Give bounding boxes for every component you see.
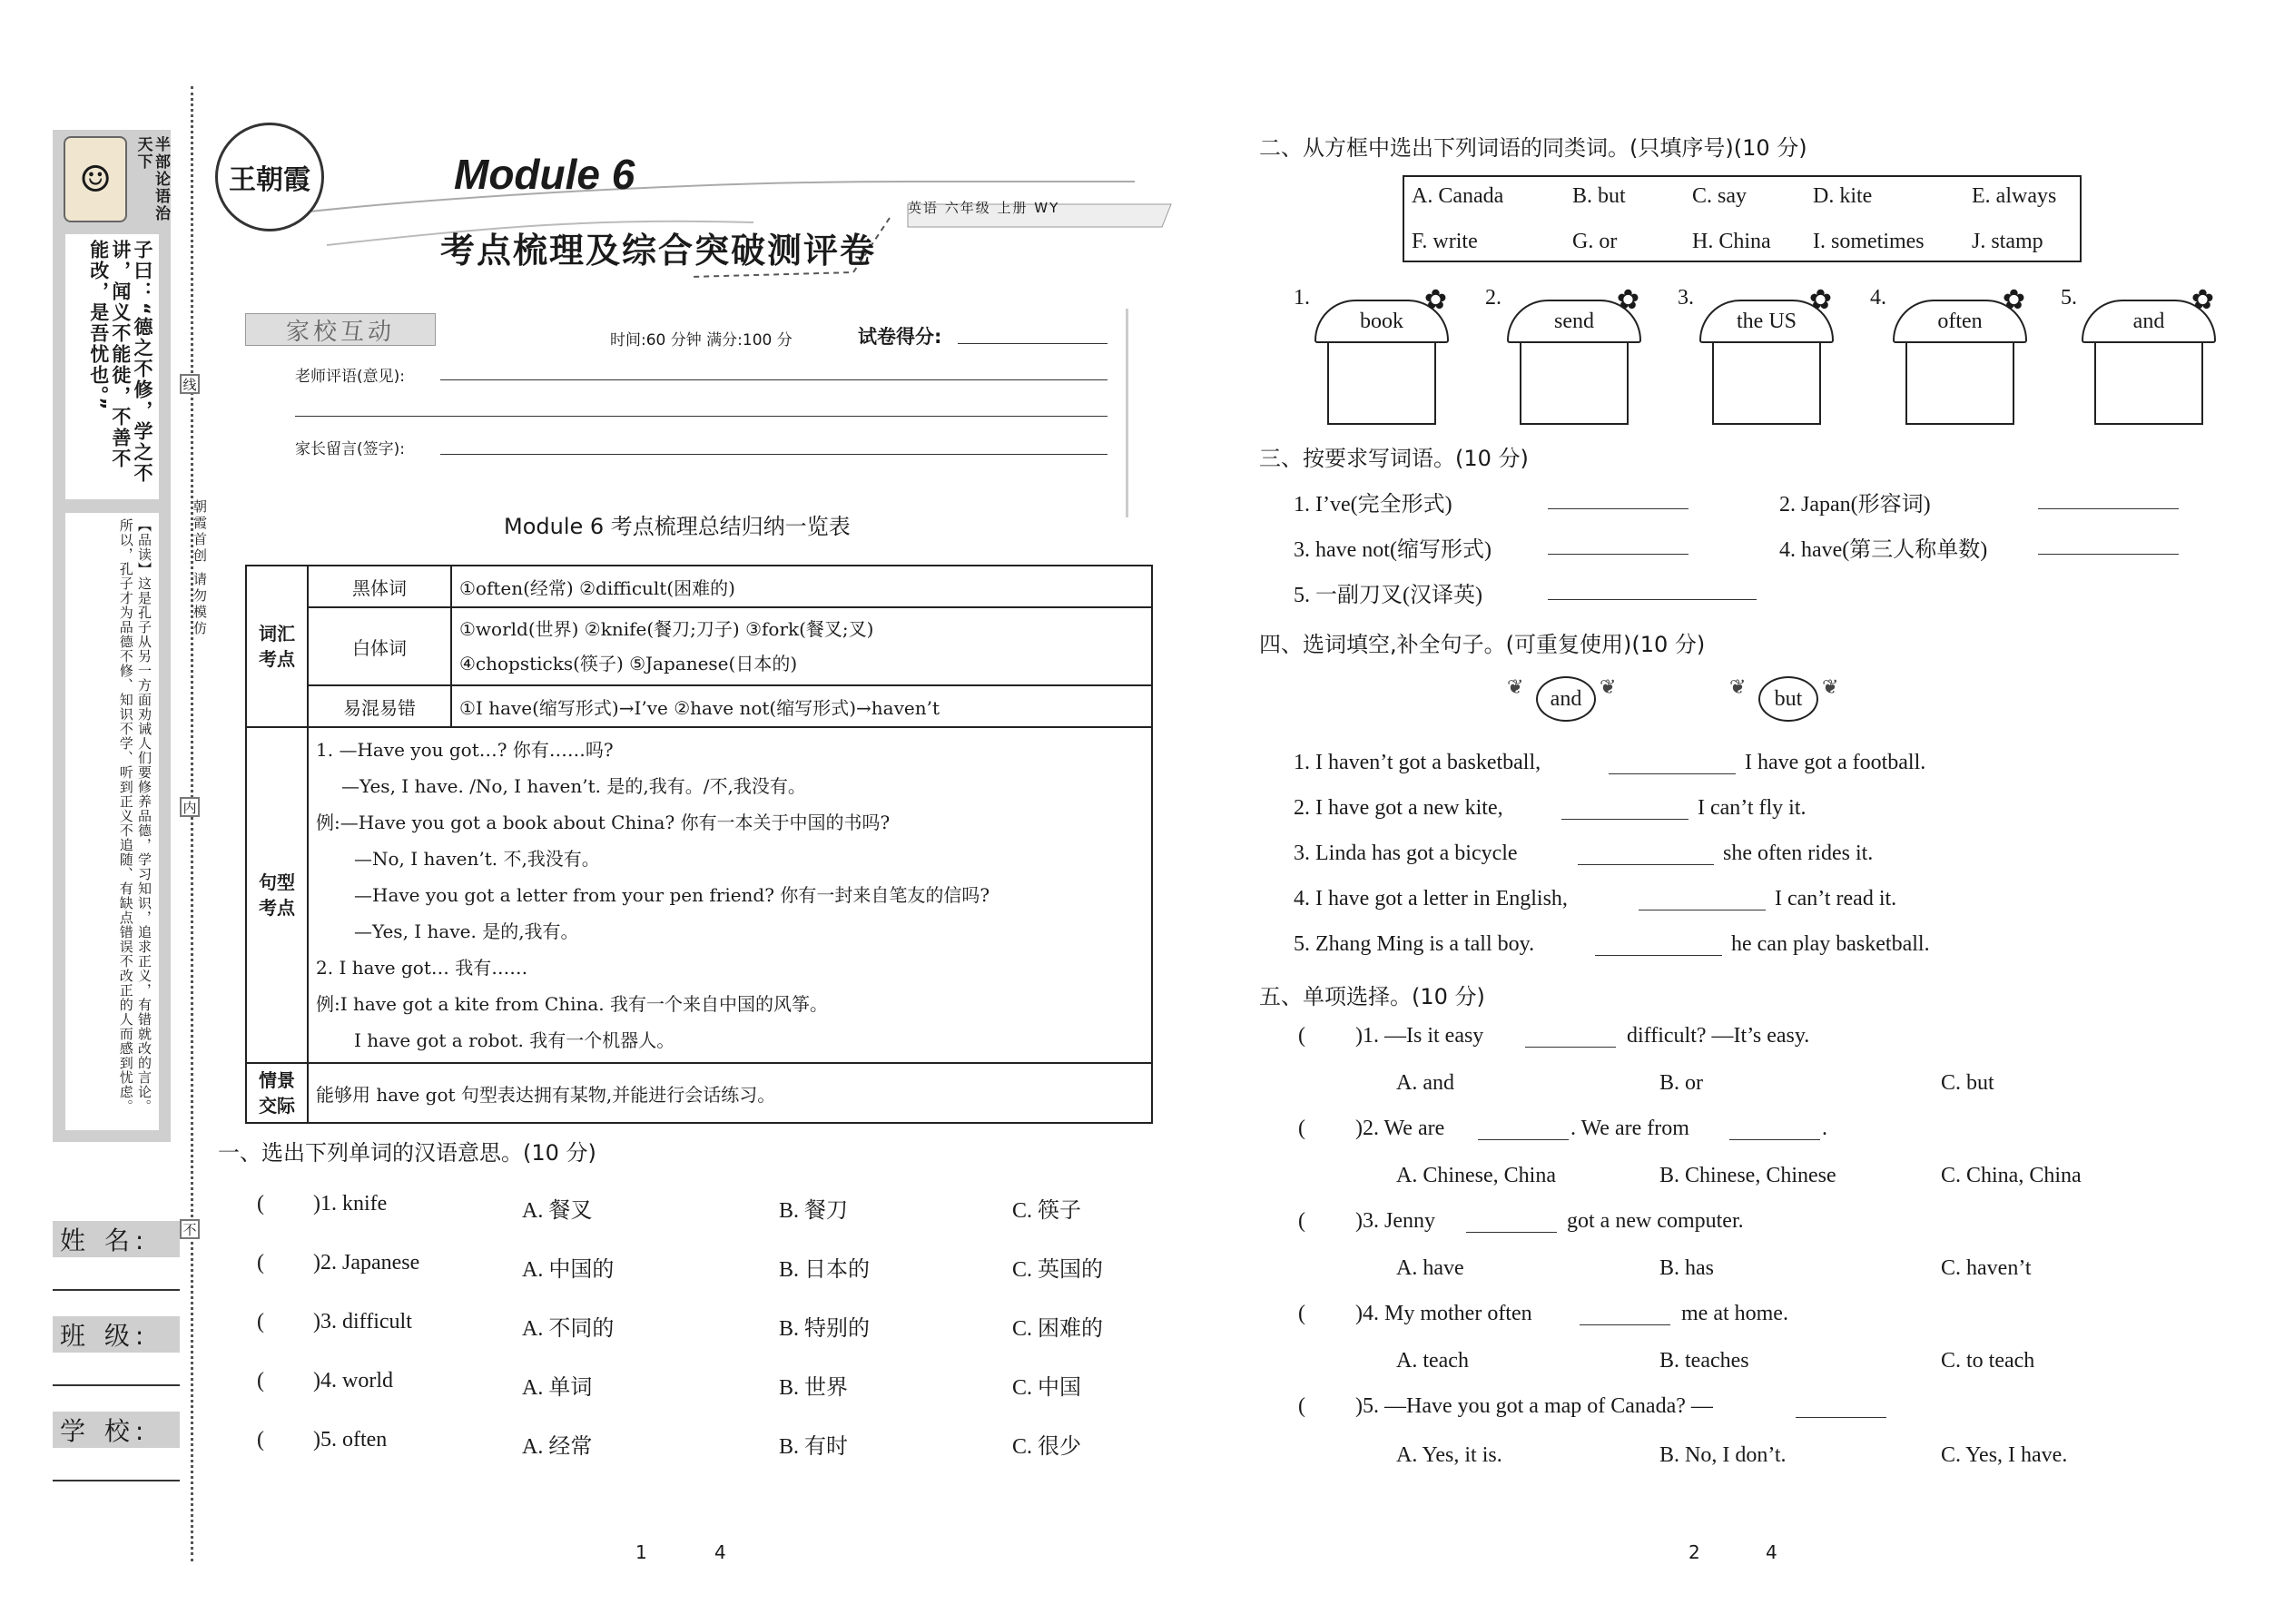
house-number: 2. xyxy=(1485,286,1501,310)
option-b[interactable]: B. 日本的 xyxy=(779,1258,871,1282)
bold-words: ①often(经常) ②difficult(困难的) xyxy=(451,566,1152,607)
score-line[interactable] xyxy=(958,343,1108,344)
option-b[interactable]: B. 餐刀 xyxy=(779,1199,849,1223)
option-a[interactable]: A. 中国的 xyxy=(522,1258,615,1282)
part4-s2a: 2. I have got a new kite, xyxy=(1294,796,1503,820)
cut-mark-3: 不 xyxy=(180,1219,200,1239)
part3-answer-2[interactable] xyxy=(2038,508,2179,509)
part5-q4b: me at home. xyxy=(1681,1302,1788,1325)
word-choice-and: and xyxy=(1536,676,1596,722)
house-item-2 xyxy=(1507,284,1641,427)
box-word: G. or xyxy=(1572,230,1618,253)
part5-paren[interactable]: ( xyxy=(1298,1117,1305,1140)
house-number: 4. xyxy=(1870,286,1886,310)
teacher-comment-label: 老师评语(意见): xyxy=(295,368,405,386)
quote-box xyxy=(65,234,159,499)
flower-icon: ✿ xyxy=(1808,284,1832,316)
answer-box[interactable] xyxy=(1712,343,1821,425)
box-word: H. China xyxy=(1692,230,1771,253)
time-info: 时间:60 分钟 满分:100 分 xyxy=(610,331,793,349)
summary-title: Module 6 考点梳理总结归纳一览表 xyxy=(504,514,851,539)
page-number-right-b: 4 xyxy=(1766,1541,1777,1563)
part1-paren[interactable]: ( xyxy=(257,1192,264,1216)
part4-s4b: I can’t read it. xyxy=(1775,887,1897,910)
sentence-line: I have got a robot. 我有一个机器人。 xyxy=(354,1029,675,1051)
commentary-box xyxy=(65,513,159,1130)
part5-q5a: )5. —Have you got a map of Canada? — xyxy=(1355,1394,1713,1418)
flower-icon: ✿ xyxy=(2191,284,2214,316)
flower-icon: ✿ xyxy=(1423,284,1447,316)
house-item-5 xyxy=(2082,284,2216,427)
part1-q3: )3. difficult xyxy=(313,1310,412,1334)
house-item-1 xyxy=(1314,284,1449,427)
house-word: book xyxy=(1314,300,1449,343)
part1-paren[interactable]: ( xyxy=(257,1251,264,1275)
copyright-note: 朝霞首创 请勿模仿 xyxy=(192,499,208,637)
part5-q3a: )3. Jenny xyxy=(1355,1209,1435,1233)
part3-q5: 5. 一副刀叉(汉译英) xyxy=(1294,584,1482,607)
option-b[interactable]: B. has xyxy=(1659,1256,1714,1280)
option-b[interactable]: B. or xyxy=(1659,1071,1703,1095)
house-word: often xyxy=(1893,300,2027,343)
house-number: 5. xyxy=(2061,286,2077,310)
part5-paren[interactable]: ( xyxy=(1298,1394,1305,1418)
part4-s2b: I can’t fly it. xyxy=(1698,796,1807,820)
exam-subtitle: 考点梳理及综合突破测评卷 xyxy=(440,230,877,271)
answer-box[interactable] xyxy=(1520,343,1629,425)
part5-q3b: got a new computer. xyxy=(1567,1209,1744,1233)
part5-blank[interactable] xyxy=(1580,1324,1670,1325)
header-divider xyxy=(1126,309,1128,517)
school-label: 学 校: xyxy=(53,1412,180,1448)
wing-left-icon: ❦ xyxy=(1507,676,1524,699)
table-row xyxy=(246,566,1152,607)
white-words-cell xyxy=(451,607,1152,685)
word-choice-but: but xyxy=(1758,676,1818,722)
option-a[interactable]: A. 经常 xyxy=(522,1435,593,1459)
part4-blank-3[interactable] xyxy=(1578,864,1714,865)
part3-answer-3[interactable] xyxy=(1548,554,1689,555)
sentence-line: —Yes, I have. 是的,我有。 xyxy=(354,920,579,942)
part4-s5b: he can play basketball. xyxy=(1731,932,1930,956)
part4-title: 四、选词填空,补全句子。(可重复使用)(10 分) xyxy=(1259,632,1706,657)
wing-left-icon: ❦ xyxy=(1729,676,1747,699)
bold-words-label: 黑体词 xyxy=(308,566,451,607)
confucius-quote: 子曰：“德之不修，学之不讲，闻义不能徙，不善不能改，是吾忧也。” xyxy=(87,240,153,484)
option-a[interactable]: A. Yes, it is. xyxy=(1396,1443,1502,1467)
part4-s4a: 4. I have got a letter in English, xyxy=(1294,887,1568,910)
table-row xyxy=(246,1063,1152,1123)
box-word: I. sometimes xyxy=(1813,230,1925,253)
answer-box[interactable] xyxy=(1905,343,2014,425)
part4-blank-5[interactable] xyxy=(1595,955,1722,956)
answer-box[interactable] xyxy=(1327,343,1436,425)
part1-paren[interactable]: ( xyxy=(257,1428,264,1452)
summary-table xyxy=(245,565,1153,1124)
option-c[interactable]: C. but xyxy=(1941,1071,1994,1095)
part3-q4: 4. have(第三人称单数) xyxy=(1779,538,1988,562)
box-word: B. but xyxy=(1572,184,1626,208)
part5-q2a: )2. We are xyxy=(1355,1117,1445,1140)
option-a[interactable]: A. have xyxy=(1396,1256,1464,1280)
part4-blank-2[interactable] xyxy=(1561,819,1689,820)
option-c[interactable]: C. China, China xyxy=(1941,1164,2082,1187)
house-item-3 xyxy=(1699,284,1834,427)
score-label: 试卷得分: xyxy=(858,326,942,348)
flower-icon: ✿ xyxy=(1616,284,1639,316)
situation-text: 能够用 have got 句型表达拥有某物,并能进行会话练习。 xyxy=(308,1063,1152,1123)
part5-q2b: . We are from xyxy=(1570,1117,1689,1140)
option-c[interactable]: C. 很少 xyxy=(1012,1435,1082,1459)
sentence-line: 例:—Have you got a book about China? 你有一本关于中国的书吗? xyxy=(316,812,891,833)
part4-blank-1[interactable] xyxy=(1609,773,1736,774)
part5-blank[interactable] xyxy=(1478,1139,1569,1140)
part3-q2: 2. Japan(形容词) xyxy=(1779,493,1931,517)
part5-blank[interactable] xyxy=(1466,1232,1557,1233)
table-row xyxy=(246,727,1152,1063)
house-word: and xyxy=(2082,300,2216,343)
part3-title: 三、按要求写词语。(10 分) xyxy=(1259,446,1529,471)
flower-icon: ✿ xyxy=(2002,284,2025,316)
part1-title: 一、选出下列单词的汉语意思。(10 分) xyxy=(218,1140,596,1166)
part5-q2c: . xyxy=(1822,1117,1827,1140)
cut-mark-2: 内 xyxy=(180,797,200,817)
part5-q4a: )4. My mother often xyxy=(1355,1302,1532,1325)
sentence-category: 句型考点 xyxy=(246,727,308,1063)
sentence-line: 1. —Have you got…? 你有……吗? xyxy=(316,739,614,761)
part2-title: 二、从方框中选出下列词语的同类词。(只填序号)(10 分) xyxy=(1259,135,1807,161)
option-a[interactable]: A. and xyxy=(1396,1071,1454,1095)
sentence-line: 例:I have got a kite from China. 我有一个来自中国的风筝。 xyxy=(316,993,828,1015)
part3-q3: 3. have not(缩写形式) xyxy=(1294,538,1492,562)
page-number-left-a: 1 xyxy=(635,1541,647,1563)
parent-comment-line[interactable] xyxy=(440,454,1108,455)
part1-paren[interactable]: ( xyxy=(257,1369,264,1393)
sentence-line: —No, I haven’t. 不,我没有。 xyxy=(354,848,600,870)
part1-q1: )1. knife xyxy=(313,1192,388,1216)
class-label: 班 级: xyxy=(53,1316,180,1353)
option-c[interactable]: C. 筷子 xyxy=(1012,1199,1082,1223)
part1-paren[interactable]: ( xyxy=(257,1310,264,1334)
part5-paren[interactable]: ( xyxy=(1298,1302,1305,1325)
option-b[interactable]: B. 世界 xyxy=(779,1376,849,1400)
option-b[interactable]: B. 有时 xyxy=(779,1435,849,1459)
sage-portrait: ☺ xyxy=(64,136,127,222)
box-word: J. stamp xyxy=(1972,230,2043,253)
sentence-line: 2. I have got… 我有…… xyxy=(316,957,528,979)
option-b[interactable]: B. teaches xyxy=(1659,1349,1749,1373)
part4-s1a: 1. I haven’t got a basketball, xyxy=(1294,751,1541,774)
confuse-label: 易混易错 xyxy=(308,685,451,727)
confuse-words: ①I have(缩写形式)→I’ve ②have not(缩写形式)→haven’t xyxy=(451,685,1152,727)
part3-answer-1[interactable] xyxy=(1548,508,1689,509)
part3-q1: 1. I’ve(完全形式) xyxy=(1294,493,1452,517)
option-a[interactable]: A. 餐叉 xyxy=(522,1199,593,1223)
part5-paren[interactable]: ( xyxy=(1298,1024,1305,1048)
commentary-text: 【品读】这是孔子从另一方面劝诫人们要修养品德，学习知识，追求正义，有错就改的言论。所以，孔子才为品德不修、知识不学、听到正义不追随、有缺点错误不改正的人而感到忧虑。 xyxy=(117,518,153,1114)
wing-right-icon: ❦ xyxy=(1600,676,1617,699)
part5-blank[interactable] xyxy=(1525,1047,1616,1048)
option-c[interactable]: C. Yes, I have. xyxy=(1941,1443,2068,1467)
word-choice-box xyxy=(1403,175,2082,262)
option-c[interactable]: C. 英国的 xyxy=(1012,1258,1104,1282)
situation-category: 情景交际 xyxy=(246,1063,308,1123)
box-word: F. write xyxy=(1412,230,1478,253)
box-word: A. Canada xyxy=(1412,184,1504,208)
part5-title: 五、单项选择。(10 分) xyxy=(1259,984,1485,1009)
white-words-line: ④chopsticks(筷子) ⑤Japanese(日本的) xyxy=(459,653,798,674)
option-c[interactable]: C. 中国 xyxy=(1012,1376,1082,1400)
part1-q4: )4. world xyxy=(313,1369,393,1393)
answer-box[interactable] xyxy=(2094,343,2203,425)
option-a[interactable]: A. teach xyxy=(1396,1349,1469,1373)
page-number-right-a: 2 xyxy=(1689,1541,1700,1563)
part4-s3a: 3. Linda has got a bicycle xyxy=(1294,842,1518,865)
part5-paren[interactable]: ( xyxy=(1298,1209,1305,1233)
cut-mark-1: 线 xyxy=(180,374,200,394)
part5-blank[interactable] xyxy=(1729,1139,1820,1140)
white-words-line: ①world(世界) ②knife(餐刀;刀子) ③fork(餐叉;叉) xyxy=(459,618,874,640)
table-row xyxy=(246,607,1152,685)
option-a[interactable]: A. 不同的 xyxy=(522,1317,615,1341)
part5-q1a: )1. —Is it easy xyxy=(1355,1024,1484,1048)
option-a[interactable]: A. Chinese, China xyxy=(1396,1164,1556,1187)
white-words-label: 白体词 xyxy=(308,607,451,685)
house-word: the US xyxy=(1699,300,1834,343)
box-word: D. kite xyxy=(1813,184,1873,208)
sentence-patterns xyxy=(308,727,1152,1063)
option-c[interactable]: C. haven’t xyxy=(1941,1256,2032,1280)
cut-line xyxy=(191,86,193,1561)
box-word: E. always xyxy=(1972,184,2057,208)
part4-s1b: I have got a football. xyxy=(1745,751,1926,774)
option-a[interactable]: A. 单词 xyxy=(522,1376,593,1400)
page-number-left-b: 4 xyxy=(714,1541,726,1563)
part3-answer-4[interactable] xyxy=(2038,554,2179,555)
vocab-category: 词汇考点 xyxy=(246,566,308,727)
part1-q2: )2. Japanese xyxy=(313,1251,420,1275)
sentence-line: —Yes, I have. /No, I haven’t. 是的,我有。/不,我没有。 xyxy=(341,775,806,797)
teacher-comment-line-1[interactable] xyxy=(440,379,1108,380)
box-word: C. say xyxy=(1692,184,1747,208)
brand-logo: 王朝霞 xyxy=(215,123,324,231)
teacher-comment-line-2[interactable] xyxy=(295,416,1108,417)
sidebar-banner: 半部论语治天下 xyxy=(133,136,170,222)
name-line[interactable] xyxy=(53,1289,180,1291)
option-c[interactable]: C. to teach xyxy=(1941,1349,2035,1373)
house-item-4 xyxy=(1893,284,2027,427)
name-label: 姓 名: xyxy=(53,1221,180,1257)
class-line[interactable] xyxy=(53,1384,180,1386)
option-b[interactable]: B. 特别的 xyxy=(779,1317,871,1341)
part5-q1b: difficult? —It’s easy. xyxy=(1627,1024,1810,1048)
part1-q5: )5. often xyxy=(313,1428,388,1452)
option-b[interactable]: B. No, I don’t. xyxy=(1659,1443,1787,1467)
module-title: Module 6 xyxy=(454,151,635,198)
home-school-label: 家校互动 xyxy=(245,313,436,346)
house-number: 1. xyxy=(1294,286,1310,310)
house-word: send xyxy=(1507,300,1641,343)
option-b[interactable]: B. Chinese, Chinese xyxy=(1659,1164,1836,1187)
part5-blank[interactable] xyxy=(1796,1417,1886,1418)
part4-s3b: she often rides it. xyxy=(1723,842,1874,865)
grade-info: 英语 六年级 上册 WY xyxy=(908,200,1060,216)
table-row xyxy=(246,685,1152,727)
parent-comment-label: 家长留言(签字): xyxy=(295,440,405,458)
wing-right-icon: ❦ xyxy=(1822,676,1839,699)
part4-s5a: 5. Zhang Ming is a tall boy. xyxy=(1294,932,1535,956)
school-line[interactable] xyxy=(53,1480,180,1481)
sentence-line: —Have you got a letter from your pen friend? 你有一封来自笔友的信吗? xyxy=(354,884,990,906)
house-number: 3. xyxy=(1678,286,1694,310)
option-c[interactable]: C. 困难的 xyxy=(1012,1317,1104,1341)
part3-answer-5[interactable] xyxy=(1548,599,1757,600)
